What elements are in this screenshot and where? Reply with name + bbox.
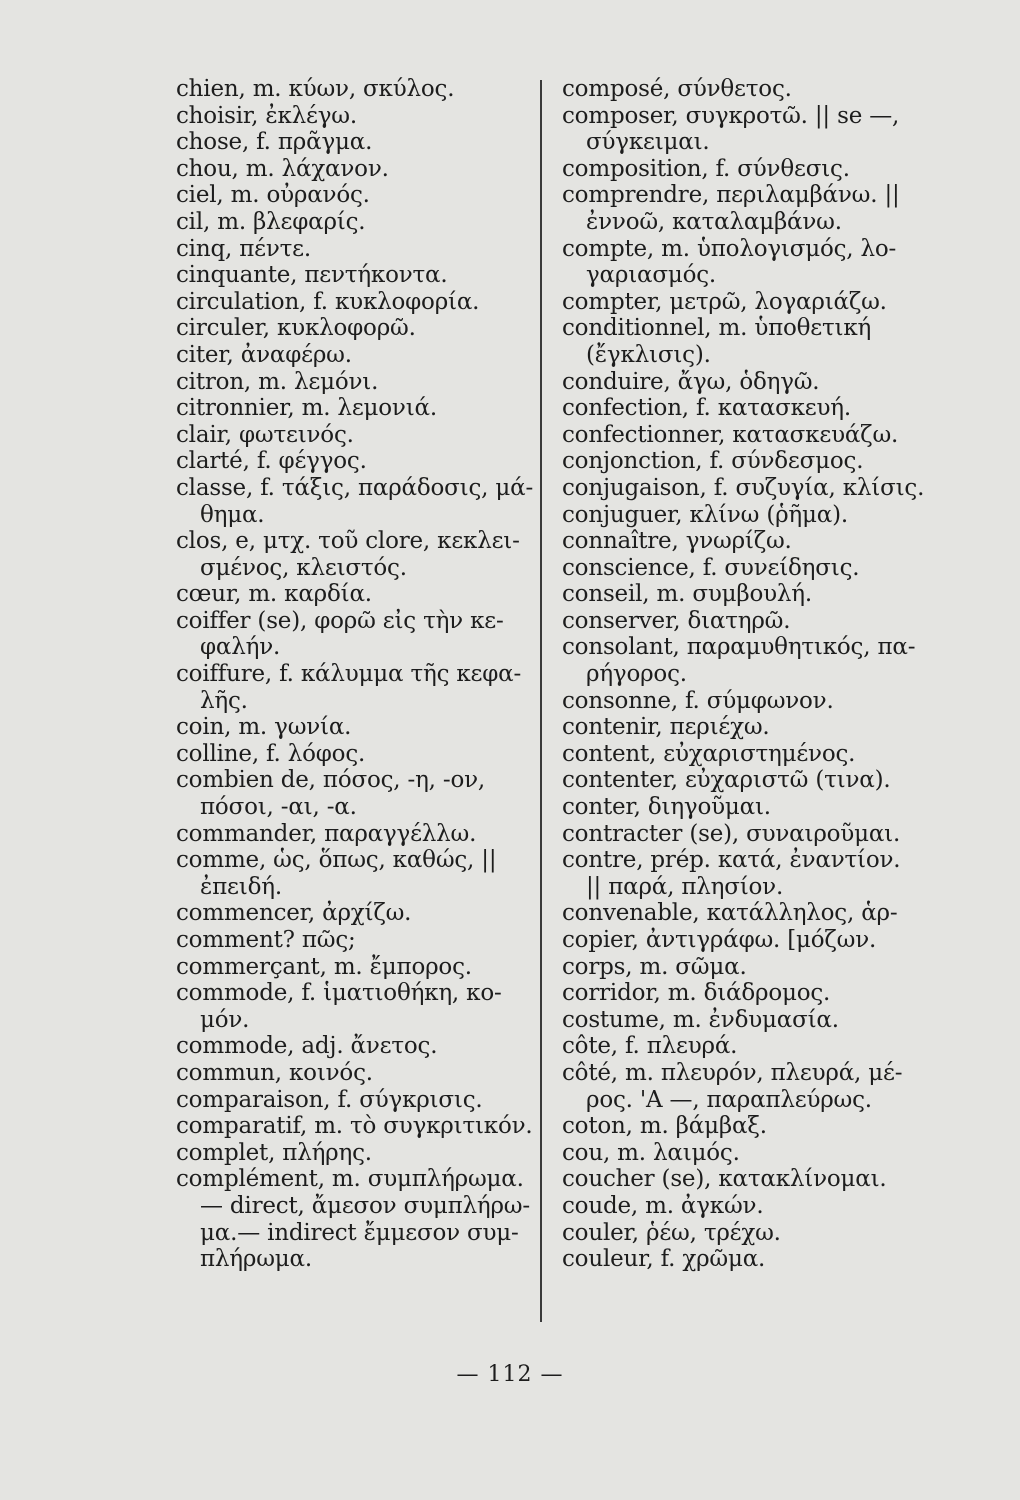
dictionary-entry-line: σύγκειμαι. <box>586 129 710 156</box>
dictionary-entry-line: μα.— indirect ἔμμεσον συμ- <box>200 1219 519 1246</box>
dictionary-entry-line: commander, παραγγέλλω. <box>176 820 477 847</box>
dictionary-entry-line: côte, f. πλευρά. <box>562 1033 738 1060</box>
dictionary-entry-line: πόσοι, -αι, -α. <box>200 794 357 821</box>
right-column <box>562 76 925 1273</box>
dictionary-entry-line: comme, ὡς, ὅπως, καθώς, || <box>176 847 497 874</box>
dictionary-entry-line: contenir, περιέχω. <box>562 714 770 741</box>
dictionary-entry-line: convenable, κατάλληλος, ἁρ- <box>562 900 898 927</box>
dictionary-entry-line: chose, f. πρᾶγμα. <box>176 129 373 156</box>
dictionary-entry-line: μόν. <box>200 1006 250 1033</box>
page-number: — 112 — <box>456 1362 564 1387</box>
dictionary-entry-line: circuler, κυκλοφορῶ. <box>176 315 416 342</box>
dictionary-entry-line: conditionnel, m. ὑποθετική <box>562 315 872 342</box>
dictionary-entry-line: composition, f. σύνθεσις. <box>562 155 850 182</box>
dictionary-entry-line: consonne, f. σύμφωνον. <box>562 687 834 714</box>
dictionary-entry-line: colline, f. λόφος. <box>176 740 366 767</box>
dictionary-entry-line: cœur, m. καρδία. <box>176 581 372 608</box>
dictionary-entry-line: comparatif, m. τὸ συγκριτικόν. <box>176 1113 533 1140</box>
dictionary-entry-line: ciel, m. οὐρανός. <box>176 182 370 209</box>
dictionary-entry-line: coiffer (se), φορῶ εἰς τὴν κε- <box>176 607 504 634</box>
dictionary-entry-line: πλήρωμα. <box>200 1246 312 1273</box>
dictionary-entry-line: clos, e, μτχ. τοῦ clore, κεκλει- <box>176 528 520 555</box>
dictionary-entry-line: ρος. 'A —, παραπλεύρως. <box>586 1086 872 1113</box>
dictionary-entry-line: σμένος, κλειστός. <box>200 554 407 581</box>
column-divider <box>540 80 542 1322</box>
dictionary-entry-line: clair, φωτεινός. <box>176 421 354 448</box>
dictionary-entry-line: conduire, ἄγω, ὁδηγῶ. <box>562 368 820 395</box>
dictionary-entry-line: commerçant, m. ἔμπορος. <box>176 953 472 980</box>
dictionary-entry-line: combien de, πόσος, -η, -ον, <box>176 767 486 794</box>
dictionary-entry-line: coin, m. γωνία. <box>176 714 352 741</box>
dictionary-entry-line: conter, διηγοῦμαι. <box>562 794 771 821</box>
dictionary-entry-line: comparaison, f. σύγκρισις. <box>176 1086 483 1113</box>
dictionary-entry-line: conseil, m. συμβουλή. <box>562 581 812 608</box>
dictionary-entry-line: conjugaison, f. συζυγία, κλίσις. <box>562 474 925 501</box>
dictionary-entry-line: coude, m. ἀγκών. <box>562 1192 764 1219</box>
dictionary-entry-line: confection, f. κατασκευή. <box>562 395 851 422</box>
dictionary-entry-line: citer, ἀναφέρω. <box>176 341 352 368</box>
dictionary-entry-line: coucher (se), κατακλίνομαι. <box>562 1166 887 1193</box>
dictionary-entry-line: contre, prép. κατά, ἐναντίον. <box>562 847 901 874</box>
dictionary-entry-line: conscience, f. συνείδησις. <box>562 554 860 581</box>
dictionary-entry-line: || παρά, πλησίον. <box>586 873 784 900</box>
dictionary-entry-line: compter, μετρῶ, λογαριάζω. <box>562 288 887 315</box>
dictionary-entry-line: corps, m. σῶμα. <box>562 953 747 980</box>
dictionary-entry-line: citronnier, m. λεμονιά. <box>176 395 437 422</box>
dictionary-entry-line: cinquante, πεντήκοντα. <box>176 262 448 289</box>
dictionary-entry-line: compte, m. ὑπολογισμός, λο- <box>562 235 897 262</box>
dictionary-entry-line: cil, m. βλεφαρίς. <box>176 208 366 235</box>
dictionary-entry-line: clarté, f. φέγγος. <box>176 448 367 475</box>
dictionary-entry-line: conjonction, f. σύνδεσμος. <box>562 448 864 475</box>
dictionary-entry-line: commode, f. ἱματιοθήκη, κο- <box>176 980 502 1007</box>
dictionary-entry-line: choisir, ἐκλέγω. <box>176 102 357 129</box>
dictionary-entry-line: φαλήν. <box>200 634 281 661</box>
dictionary-entry-line: commode, adj. ἄνετος. <box>176 1033 438 1060</box>
dictionary-entry-line: content, εὐχαριστημένος. <box>562 740 856 767</box>
dictionary-entry-line: couler, ῥέω, τρέχω. <box>562 1219 781 1246</box>
dictionary-entry-line: corridor, m. διάδρομος. <box>562 980 831 1007</box>
dictionary-entry-line: ἐπειδή. <box>200 873 282 900</box>
dictionary-entry-line: chien, m. κύων, σκύλος. <box>176 76 455 102</box>
dictionary-entry-line: classe, f. τάξις, παράδοσις, μά- <box>176 474 534 501</box>
dictionary-entry-line: comprendre, περιλαμβάνω. || <box>562 182 900 209</box>
dictionary-entry-line: cinq, πέντε. <box>176 235 311 262</box>
dictionary-entry-line: cou, m. λαιμός. <box>562 1139 740 1166</box>
dictionary-entry-line: λῆς. <box>200 687 248 714</box>
dictionary-entry-line: complément, m. συμπλήρωμα. <box>176 1166 524 1193</box>
dictionary-entry-line: chou, m. λάχανον. <box>176 155 389 182</box>
dictionary-entry-line: couleur, f. χρῶμα. <box>562 1246 766 1273</box>
dictionary-entry-line: contracter (se), συναιροῦμαι. <box>562 820 901 847</box>
dictionary-entry-line: θημα. <box>200 501 265 528</box>
dictionary-entry-line: comment? πῶς; <box>176 927 356 953</box>
dictionary-entry-line: ρήγορος. <box>586 661 687 688</box>
dictionary-entry-line: conjuguer, κλίνω (ῥῆμα). <box>562 501 848 528</box>
dictionary-entry-line: confectionner, κατασκευάζω. <box>562 421 899 448</box>
dictionary-entry-line: consolant, παραμυθητικός, πα- <box>562 634 916 661</box>
dictionary-entry-line: commun, κοινός. <box>176 1059 373 1086</box>
dictionary-entry-line: complet, πλήρης. <box>176 1139 372 1166</box>
dictionary-entry-line: commencer, ἀρχίζω. <box>176 900 412 927</box>
dictionary-entry-line: côté, m. πλευρόν, πλευρά, μέ- <box>562 1059 903 1086</box>
dictionary-entry-line: composé, σύνθετος. <box>562 76 792 102</box>
dictionary-entry-line: ἐννοῶ, καταλαμβάνω. <box>586 208 842 235</box>
dictionary-entry-line: coton, m. βάμβαξ. <box>562 1113 767 1140</box>
left-column <box>176 76 536 1273</box>
dictionary-entry-line: circulation, f. κυκλοφορία. <box>176 288 480 315</box>
dictionary-entry-line: composer, συγκροτῶ. || se —, <box>562 102 900 129</box>
dictionary-entry-line: (ἔγκλισις). <box>586 341 711 368</box>
dictionary-entry-line: contenter, εὐχαριστῶ (τινα). <box>562 767 891 794</box>
dictionary-entry-line: citron, m. λεμόνι. <box>176 368 379 395</box>
dictionary-entry-line: γαριασμός. <box>586 262 717 289</box>
dictionary-entry-line: coiffure, f. κάλυμμα τῆς κεφα- <box>176 661 522 688</box>
dictionary-entry-line: — direct, ἄμεσον συμπλήρω- <box>200 1192 530 1219</box>
dictionary-entry-line: conserver, διατηρῶ. <box>562 607 791 634</box>
dictionary-entry-line: costume, m. ἐνδυμασία. <box>562 1006 839 1033</box>
dictionary-entry-line: connaître, γνωρίζω. <box>562 528 792 555</box>
dictionary-entry-line: copier, ἀντιγράφω. [μόζων. <box>562 927 877 953</box>
